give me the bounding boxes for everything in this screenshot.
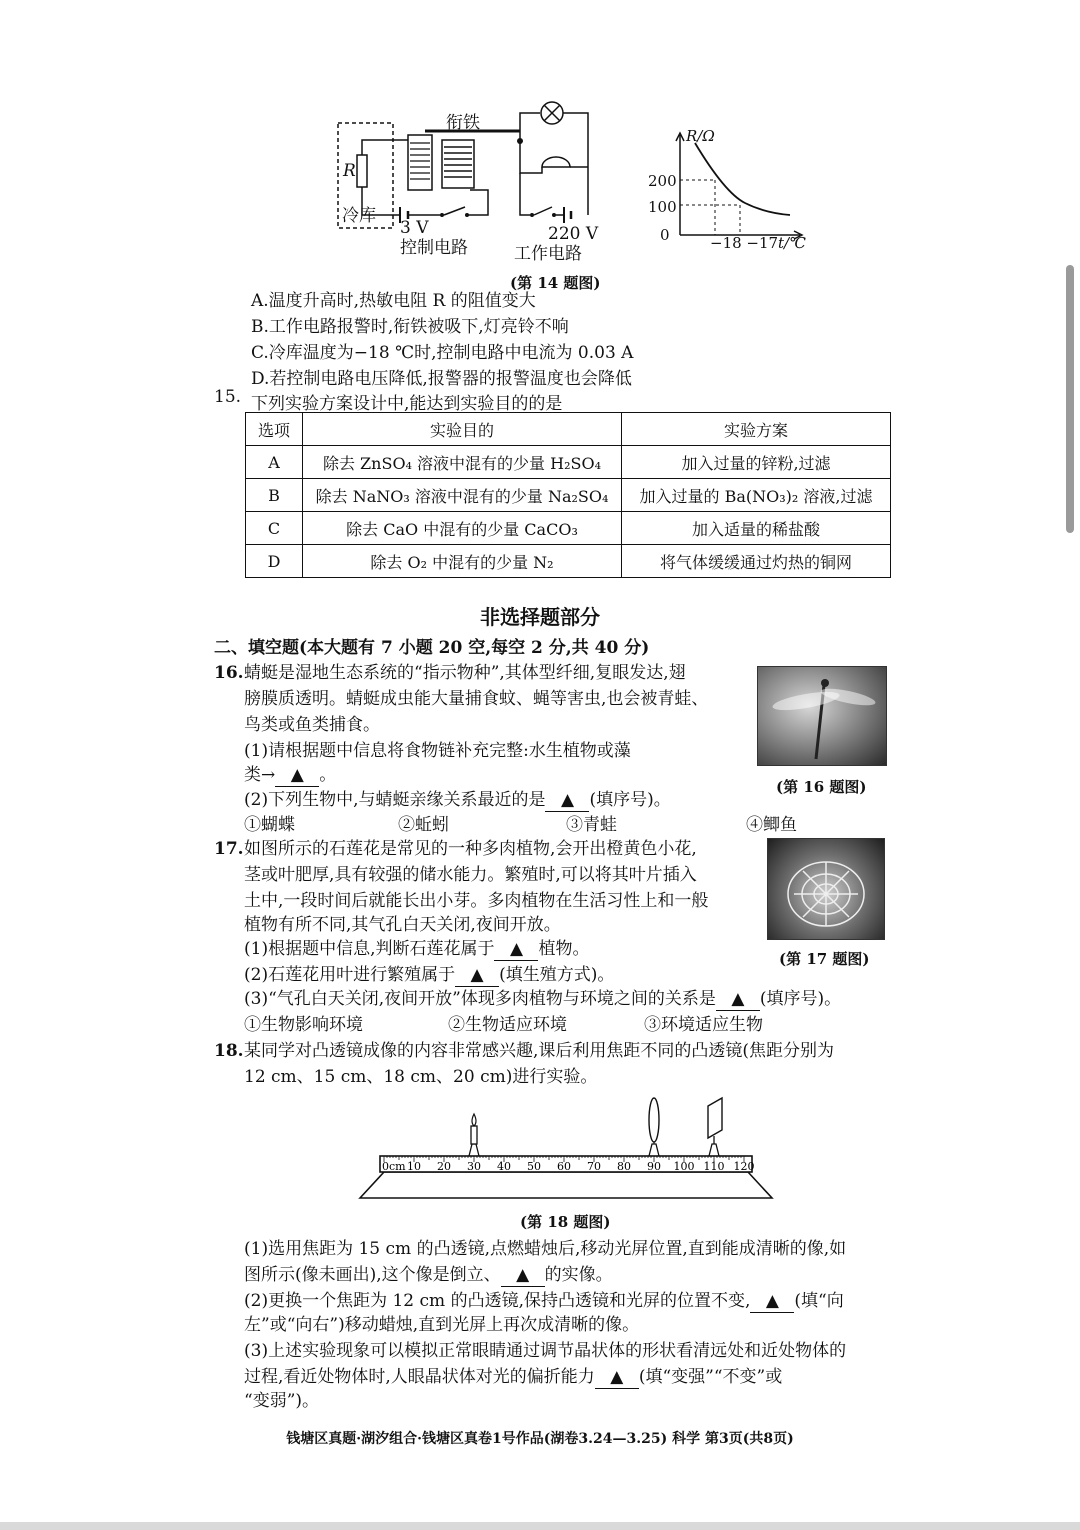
q18-sub1-line1: (1)选用焦距为 15 cm 的凸透镜,点燃蜡烛后,移动光屏位置,直到能成清晰的像,如: [244, 1239, 847, 1259]
row-purpose: 除去 ZnSO₄ 溶液中混有的少量 H₂SO₄: [303, 446, 622, 479]
page-bottom-edge: [0, 1522, 1080, 1530]
q16-stem-line: 蜻蜓是湿地生态系统的“指示物种”,其体型纤细,复眼发达,翅: [244, 663, 686, 683]
dragonfly-photo: [757, 666, 887, 766]
ruler-label: 60: [557, 1160, 571, 1173]
fig14-caption: (第 14 题图): [510, 274, 601, 292]
q14-option-b: B.工作电路报警时,衔铁被吸下,灯亮铃不响: [251, 317, 569, 337]
q18-sub2-line2: 左”或“向右”)移动蜡烛,直到光屏上再次成清晰的像。: [244, 1315, 640, 1335]
row-purpose: 除去 CaO 中混有的少量 CaCO₃: [303, 512, 622, 545]
graph-y-tick-0: 0: [660, 226, 670, 244]
page-footer: 钱塘区真题·湖汐组合·钱塘区真卷1号作品(湖卷3.24—3.25) 科学 第3页(共8页): [286, 1431, 794, 1447]
header-purpose: 实验目的: [303, 413, 622, 446]
q16-choice: ③青蛙: [566, 815, 617, 835]
work-circuit-label: 工作电路: [514, 244, 582, 264]
q17-sub1: [244, 938, 589, 961]
q17-sub2-end: (填生殖方式)。: [499, 965, 615, 985]
q17-stem-line: 茎或叶肥厚,具有较强的储水能力。繁殖时,可以将其叶片插入: [244, 865, 697, 885]
q16-choice: ④鲫鱼: [746, 815, 797, 835]
q16-stem-line: 膀膜质透明。蜻蜓成虫能大量捕食蚊、蝇等害虫,也会被青蛙、: [244, 689, 709, 709]
row-plan: 将气体缓缓通过灼热的铜网: [622, 545, 891, 578]
armature-label: 衔铁: [446, 113, 480, 133]
ruler-label: 80: [617, 1160, 631, 1173]
q16-answer-blank-1[interactable]: ▲: [275, 764, 319, 787]
q18-sub3-end: (填“变强”“不变”或: [638, 1367, 783, 1387]
q16-sub1-line2: [244, 764, 336, 787]
graph-x-axis-label: t/℃: [778, 234, 806, 252]
q17-stem-line: 植物有所不同,其气孔白天关闭,夜间开放。: [244, 915, 561, 935]
fig17-caption: (第 17 题图): [779, 950, 870, 968]
q17-choice: ②生物适应环境: [448, 1015, 567, 1035]
q18-sub2-text: (2)更换一个焦距为 12 cm 的凸透镜,保持凸透镜和光屏的位置不变,: [244, 1291, 751, 1311]
voltage-220v-label: 220 V: [548, 224, 599, 244]
q17-answer-blank-1[interactable]: ▲: [494, 938, 538, 961]
q18-sub1-text: 图所示(像未画出),这个像是倒立、: [244, 1265, 501, 1285]
ruler-label: 90: [647, 1160, 661, 1173]
part2-heading: 二、填空题(本大题有 7 小题 20 空,每空 2 分,共 40 分): [214, 638, 650, 658]
row-option: A: [246, 446, 303, 479]
q17-sub1-end: 植物。: [538, 939, 590, 959]
q18-sub3-line2: [244, 1366, 782, 1389]
q16-choice: ①蝴蝶: [244, 815, 295, 835]
header-option: 选项: [246, 413, 303, 446]
succulent-icon: [768, 839, 884, 939]
q16-sub2: [244, 789, 671, 812]
ruler-label: 20: [437, 1160, 451, 1173]
q17-stem-line: 土中,一段时间后就能长出小芽。多肉植物在生活习性上和一般: [244, 891, 709, 911]
q18-answer-blank-2[interactable]: ▲: [750, 1290, 794, 1313]
table-row: [246, 545, 891, 578]
stone-lotus-photo: [767, 838, 885, 940]
q17-number: 17.: [214, 839, 244, 859]
q16-sub2-text: (2)下列生物中,与蜻蜓亲缘关系最近的是: [244, 790, 546, 810]
q17-choice: ③环境适应生物: [644, 1015, 763, 1035]
q14-option-a: A.温度升高时,热敏电阻 R 的阻值变大: [251, 291, 536, 311]
q16-choice: ②蚯蚓: [398, 815, 449, 835]
graph-y-axis-label: R/Ω: [686, 127, 715, 145]
ruler-label: 100: [673, 1160, 695, 1173]
row-plan: 加入适量的稀盐酸: [622, 512, 891, 545]
scrollbar[interactable]: [1066, 265, 1074, 533]
q17-choice: ①生物影响环境: [244, 1015, 363, 1035]
voltage-3v-label: 3 V: [400, 218, 429, 238]
q18-number: 18.: [214, 1041, 244, 1061]
q17-sub3: [244, 988, 841, 1011]
q18-sub3-text: 过程,看近处物体时,人眼晶状体对光的偏折能力: [244, 1367, 595, 1387]
q18-sub2-end: (填“向: [794, 1291, 844, 1311]
table-row: [246, 512, 891, 545]
candle: [469, 1114, 479, 1156]
ruler-label: 10: [407, 1160, 421, 1173]
row-purpose: 除去 O₂ 中混有的少量 N₂: [303, 545, 622, 578]
q18-answer-blank-3[interactable]: ▲: [595, 1366, 639, 1389]
q17-answer-blank-3[interactable]: ▲: [716, 988, 760, 1011]
ruler-label: 30: [467, 1160, 481, 1173]
q17-sub2: [244, 964, 614, 987]
q17-answer-blank-2[interactable]: ▲: [455, 964, 499, 987]
resistor-label: R: [343, 161, 356, 181]
q18-stem-line: 某同学对凸透镜成像的内容非常感兴趣,课后利用焦距不同的凸透镜(焦距分别为: [244, 1041, 835, 1061]
row-plan: 加入过量的 Ba(NO₃)₂ 溶液,过滤: [622, 479, 891, 512]
ruler-label: 0cm: [382, 1160, 406, 1173]
convex-lens: [649, 1098, 659, 1156]
ruler-label: 110: [703, 1160, 725, 1173]
row-plan: 加入过量的锌粉,过滤: [622, 446, 891, 479]
q15-number: 15.: [214, 387, 242, 407]
q17-sub1-text: (1)根据题中信息,判断石莲花属于: [244, 939, 495, 959]
ruler-label: 50: [527, 1160, 541, 1173]
ruler-label: 40: [497, 1160, 511, 1173]
row-option: C: [246, 512, 303, 545]
q18-sub3-line1: (3)上述实验现象可以模拟正常眼睛通过调节晶状体的形状看清远处和近处物体的: [244, 1341, 847, 1361]
row-option: D: [246, 545, 303, 578]
q18-sub1-line2: [244, 1264, 613, 1287]
q17-stem-line: 如图所示的石莲花是常见的一种多肉植物,会开出橙黄色小花,: [244, 839, 697, 859]
q14-option-d: D.若控制电路电压降低,报警器的报警温度也会降低: [251, 369, 632, 389]
light-screen: [708, 1098, 722, 1156]
cold-storage-label: 冷库: [342, 206, 376, 226]
q18-stem-line: 12 cm、15 cm、18 cm、20 cm)进行实验。: [244, 1067, 598, 1087]
control-circuit-label: 控制电路: [400, 238, 468, 258]
q16-sub1-text: 类→: [244, 765, 276, 785]
q16-stem-line: 鸟类或鱼类捕食。: [244, 715, 380, 735]
row-option: B: [246, 479, 303, 512]
q14-option-c: C.冷库温度为−18 ℃时,控制电路中电流为 0.03 A: [251, 343, 634, 363]
q18-answer-blank-1[interactable]: ▲: [501, 1264, 545, 1287]
fig18-caption: (第 18 题图): [520, 1213, 611, 1231]
q16-sub2-end: (填序号)。: [589, 790, 671, 810]
q18-sub3-line3: “变弱”)。: [244, 1391, 320, 1411]
table-row: [246, 446, 891, 479]
q17-sub3-end: (填序号)。: [759, 989, 842, 1009]
q15-experiment-table: [245, 412, 891, 578]
row-purpose: 除去 NaNO₃ 溶液中混有的少量 Na₂SO₄: [303, 479, 622, 512]
optical-bench-diagram: [352, 1092, 780, 1204]
dragonfly-icon: [758, 667, 886, 765]
q18-sub1-end: 的实像。: [544, 1265, 613, 1285]
q16-sub1-end: 。: [319, 765, 337, 785]
header-plan: 实验方案: [622, 413, 891, 446]
q15-stem: 下列实验方案设计中,能达到实验目的的是: [251, 394, 563, 414]
graph-y-tick-200: 200: [648, 172, 677, 190]
q16-number: 16.: [214, 663, 244, 683]
table-row: [246, 479, 891, 512]
ruler-label: 70: [587, 1160, 601, 1173]
table-header-row: [246, 413, 891, 446]
graph-y-tick-100: 100: [648, 198, 677, 216]
q18-sub2-line1: [244, 1290, 844, 1313]
q16-sub1-line1: (1)请根据题中信息将食物链补充完整:水生植物或藻: [244, 741, 631, 761]
q17-sub2-text: (2)石莲花用叶进行繁殖属于: [244, 965, 456, 985]
q17-sub3-text: (3)“气孔白天关闭,夜间开放”体现多肉植物与环境之间的关系是: [244, 989, 716, 1009]
q16-answer-blank-2[interactable]: ▲: [545, 789, 589, 812]
section-title: 非选择题部分: [480, 605, 600, 629]
fig16-caption: (第 16 题图): [776, 778, 867, 796]
graph-x-ticks: −18 −17: [710, 234, 779, 252]
ruler-label: 120: [733, 1160, 755, 1173]
